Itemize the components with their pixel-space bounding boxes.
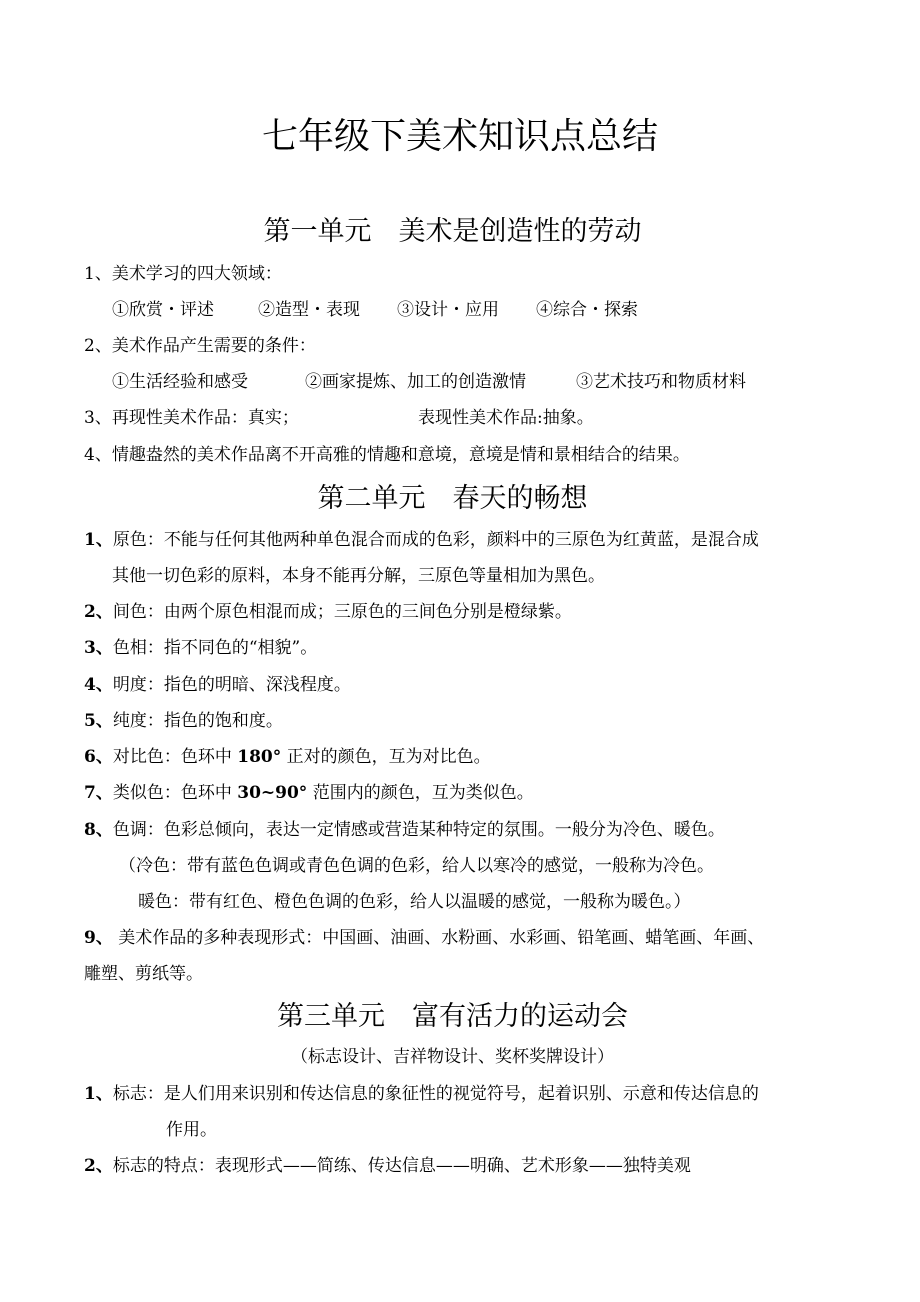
unit-1-heading: 第一单元 美术是创造性的劳动 (263, 216, 642, 247)
unit3-num-1: 1、 (84, 1084, 113, 1104)
unit2-num-7: 7、 (84, 783, 113, 803)
unit1-domain-4: ④综合・探索 (536, 300, 638, 320)
unit1-condition-3: ③艺术技巧和物质材料 (576, 372, 746, 392)
unit2-item-3: 色相：指不同色的“相貌”。 (112, 638, 318, 658)
unit2-item-4: 明度：指色的明暗、深浅程度。 (112, 675, 351, 695)
unit1-domain-2: ②造型・表现 (258, 300, 360, 320)
unit1-domain-3: ③设计・应用 (397, 300, 499, 320)
unit-3-subtitle: （标志设计、吉祥物设计、奖杯奖牌设计） (291, 1047, 614, 1067)
unit3-num-2: 2、 (84, 1156, 113, 1176)
unit-3-heading: 第三单元 富有活力的运动会 (277, 1001, 628, 1032)
unit2-item-6a: 对比色：色环中 (112, 747, 232, 767)
unit2-item-8: 色调：色彩总倾向，表达一定情感或营造某种特定的氛围。一般分为冷色、暖色。 (112, 820, 725, 840)
unit2-item-5: 纯度：指色的饱和度。 (112, 711, 283, 731)
page-title: 七年级下美术知识点总结 (261, 116, 658, 157)
unit1-condition-1: ①生活经验和感受 (112, 372, 248, 392)
unit3-item-2: 标志的特点：表现形式——简练、传达信息——明确、艺术形象——独特美观 (112, 1156, 691, 1176)
unit1-item-3b: 表现性美术作品:抽象。 (418, 408, 594, 428)
unit2-num-3: 3、 (84, 638, 113, 658)
unit2-num-4: 4、 (84, 675, 113, 695)
unit2-item-6-degree: 180° (237, 747, 282, 767)
unit3-item-1-cont: 作用。 (166, 1120, 217, 1140)
unit2-item-6c: 正对的颜色，互为对比色。 (286, 747, 491, 767)
unit2-item-8-cold: （冷色：带有蓝色色调或青色色调的色彩，给人以寒冷的感觉，一般称为冷色。 (119, 856, 714, 876)
unit2-item-7-degree: 30~90° (237, 783, 308, 803)
unit-2-heading: 第二单元 春天的畅想 (317, 483, 588, 514)
unit1-item-2: 2、美术作品产生需要的条件： (84, 336, 316, 356)
unit2-num-2: 2、 (84, 602, 113, 622)
unit2-item-8-warm: 暖色：带有红色、橙色色调的色彩，给人以温暖的感觉，一般称为暖色。） (138, 892, 691, 912)
unit2-item-7a: 类似色：色环中 (112, 783, 232, 803)
unit1-item-1: 1、美术学习的四大领域： (84, 264, 282, 284)
unit2-item-9-cont: 雕塑、剪纸等。 (84, 964, 203, 984)
unit1-item-3a: 3、再现性美术作品：真实； (84, 408, 299, 428)
unit2-num-8: 8、 (84, 820, 113, 840)
unit2-num-1: 1、 (84, 530, 113, 550)
unit2-num-5: 5、 (84, 711, 113, 731)
unit1-domain-1: ①欣赏・评述 (112, 300, 214, 320)
unit2-item-2: 间色：由两个原色相混而成；三原色的三间色分别是橙绿紫。 (112, 602, 572, 622)
unit2-item-1-cont: 其他一切色彩的原料，本身不能再分解，三原色等量相加为黑色。 (112, 566, 605, 586)
unit2-item-1: 原色：不能与任何其他两种单色混合而成的色彩，颜料中的三原色为红黄蓝，是混合成 (112, 530, 759, 550)
unit2-item-7c: 范围内的颜色，互为类似色。 (312, 783, 534, 803)
unit2-num-6: 6、 (84, 747, 113, 767)
unit3-item-1: 标志：是人们用来识别和传达信息的象征性的视觉符号，起着识别、示意和传达信息的 (112, 1084, 759, 1104)
unit1-condition-2: ②画家提炼、加工的创造激情 (305, 372, 526, 392)
unit1-item-4: 4、情趣盎然的美术作品离不开高雅的情趣和意境，意境是情和景相结合的结果。 (84, 445, 690, 465)
unit2-item-9: 美术作品的多种表现形式：中国画、油画、水粉画、水彩画、铅笔画、蜡笔画、年画、 (118, 928, 765, 948)
unit2-num-9: 9、 (84, 928, 113, 948)
